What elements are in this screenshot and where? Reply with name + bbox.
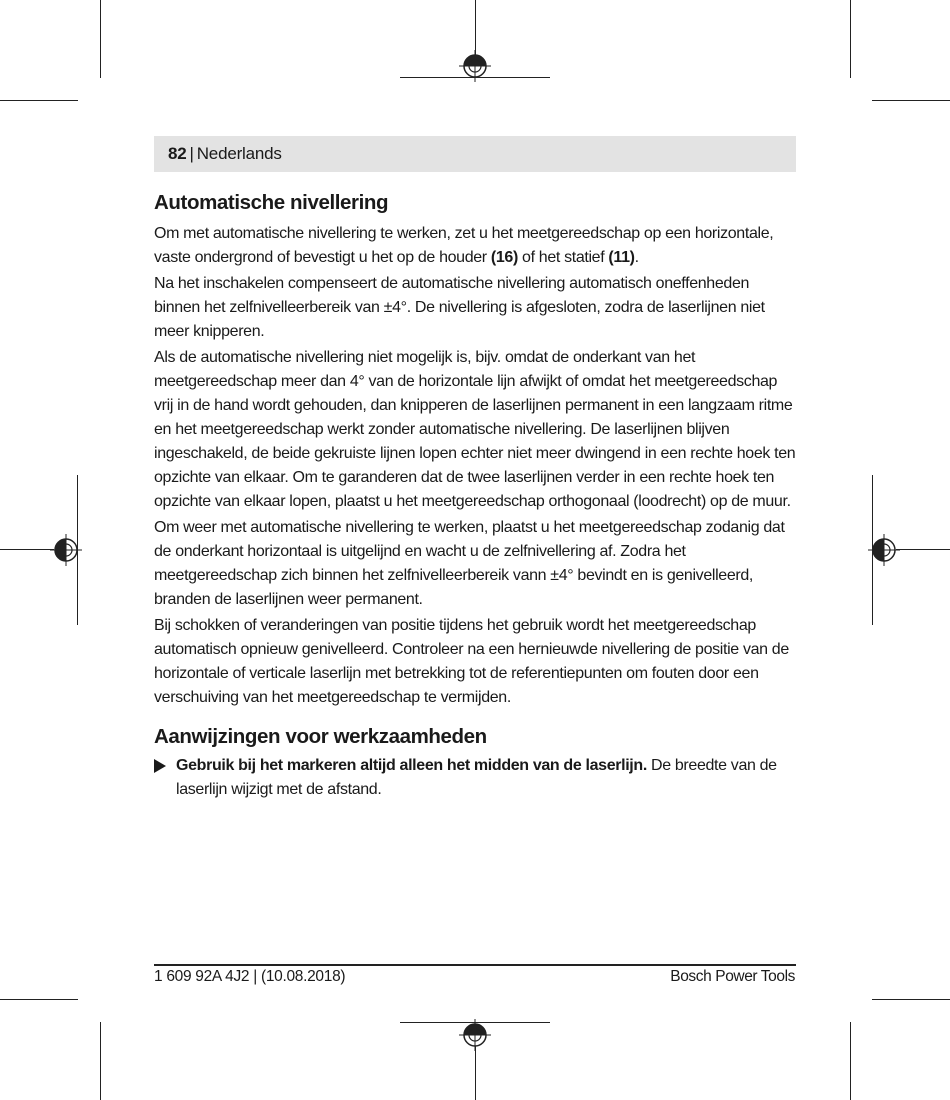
bullet-text: De breedte van de laserlijn wijzigt met de afstand. xyxy=(176,757,777,798)
crop-mark xyxy=(850,0,851,78)
crop-mark xyxy=(0,549,54,550)
crop-mark xyxy=(0,999,78,1000)
crop-mark xyxy=(100,0,101,78)
paragraph-text: . xyxy=(634,249,639,266)
paragraph: Na het inschakelen compenseert de automatische nivellering automatisch oneffenheden binnen het zelfnivelleerbereik van ±4°. De nivellering is afgesloten, zodra de laserlijnen niet meer knipperen. xyxy=(154,275,765,340)
registration-mark-icon xyxy=(459,1019,491,1051)
reference-number: (11) xyxy=(608,249,635,266)
registration-mark-icon xyxy=(459,50,491,82)
header-text xyxy=(168,144,282,164)
footer-doc-number: 1 609 92A 4J2 | (10.08.2018) xyxy=(154,968,346,985)
registration-mark-icon xyxy=(50,534,82,566)
bullet-bold-text: Gebruik bij het markeren altijd alleen het midden van de laserlijn. xyxy=(176,757,647,774)
page-header xyxy=(154,136,796,172)
section-heading: Automatische nivellering xyxy=(154,191,389,214)
paragraph xyxy=(154,222,796,270)
section-heading: Aanwijzingen voor werkzaamheden xyxy=(154,725,487,748)
paragraph: Om weer met automatische nivellering te werken, plaatst u het meetgereedschap zodanig dat de onderkant horizontaal is uitgelijnd en wacht u de zelfnivellering af. Zodra het meetgereedschap zich binnen het zelfnivelleerbereik vann ±4° bevindt en is genivelleerd, branden de laserlijnen weer permanent. xyxy=(154,519,785,608)
crop-mark xyxy=(850,1022,851,1100)
crop-mark xyxy=(896,549,950,550)
paragraph-text: Om met automatische nivellering te werken, zet u het meetgereedschap op een horizontale, vaste ondergrond of bevestigt u het op de houder xyxy=(154,225,774,266)
crop-mark xyxy=(100,1022,101,1100)
crop-mark xyxy=(475,1046,476,1100)
bullet-item xyxy=(154,754,796,802)
header-separator: | xyxy=(189,144,194,163)
paragraph: Bij schokken of veranderingen van positie tijdens het gebruik wordt het meetgereedschap automatisch opnieuw genivelleerd. Controleer na een hernieuwde nivellering de positie van de horizontale of verticale laserlijn met betrekking tot de referentiepunten om fouten door een verschuiving van het meetgereedschap te vermijden. xyxy=(154,617,789,706)
footer-brand: Bosch Power Tools xyxy=(670,968,795,985)
crop-mark xyxy=(872,999,950,1000)
paragraph: Als de automatische nivellering niet mogelijk is, bijv. omdat de onderkant van het meetgereedschap meer dan 4° van de horizontale lijn afwijkt of omdat het meetgereedschap vrij in de hand wordt gehouden, dan knipperen de laserlijnen permanent in een langzaam ritme en het meetgereedschap werkt zonder automatische nivellering. De laserlijnen blijven ingeschakeld, de beide gekruiste lijnen lopen echter niet meer dwingend in een rechte hoek ten opzichte van elkaar. Om te garanderen dat de twee laserlijnen verder in een rechte hoek ten opzichte van elkaar lopen, plaatst u het meetgereedschap orthogonaal (loodrecht) op de muur. xyxy=(154,349,796,510)
reference-number: (16) xyxy=(490,249,518,266)
footer-rule xyxy=(154,964,796,966)
registration-mark-icon xyxy=(868,534,900,566)
crop-mark xyxy=(872,100,950,101)
crop-mark xyxy=(0,100,78,101)
crop-mark xyxy=(475,0,476,56)
header-section: Nederlands xyxy=(196,144,282,163)
triangle-right-icon xyxy=(154,759,166,773)
page-number: 82 xyxy=(168,144,187,163)
main-content xyxy=(154,190,796,802)
paragraph-text: of het statief xyxy=(517,249,609,266)
